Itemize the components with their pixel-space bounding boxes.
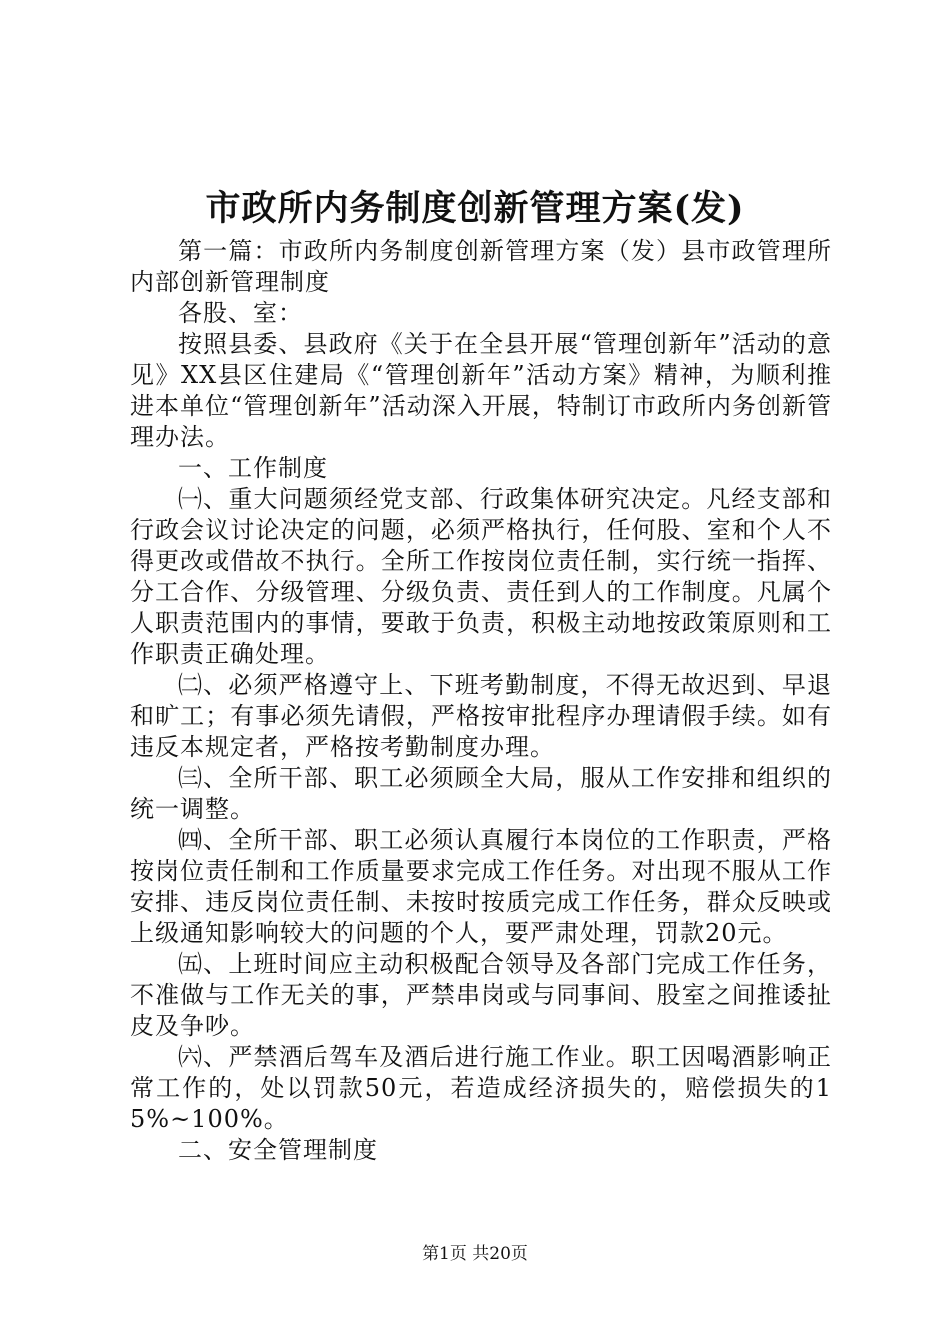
paragraph-heading-line: 第一篇：市政所内务制度创新管理方案（发）县市政管理所内部创新管理制度 (130, 237, 832, 296)
page-number-footer: 第1页 共20页 (422, 1244, 528, 1264)
paragraph-item-6: ㈥、严禁酒后驾车及酒后进行施工作业。职工因喝酒影响正常工作的，处以罚款50元，若造成经济损失的，赔偿损失的15%~100%。 (130, 1043, 832, 1133)
document-title: 市政所内务制度创新管理方案(发) (205, 188, 745, 229)
paragraph-intro: 按照县委、县政府《关于在全县开展“管理创新年”活动的意见》XX县区住建局《“管理创新年”活动方案》精神，为顺利推进本单位“管理创新年”活动深入开展，特制订市政所内务创新管理办法。 (130, 330, 832, 451)
section-heading-work-system: 一、工作制度 (178, 454, 328, 482)
paragraph-item-5: ㈤、上班时间应主动积极配合领导及各部门完成工作任务，不准做与工作无关的事，严禁串岗或与同事间、股室之间推诿扯皮及争吵。 (130, 950, 832, 1040)
paragraph-item-1: ㈠、重大问题须经党支部、行政集体研究决定。凡经支部和行政会议讨论决定的问题，必须严格执行，任何股、室和个人不得更改或借故不执行。全所工作按岗位责任制，实行统一指挥、分工合作、分级管理、分级负责、责任到人的工作制度。凡属个人职责范围内的事情，要敢于负责，积极主动地按政策原则和工作职责正确处理。 (130, 485, 832, 668)
paragraph-item-3: ㈢、全所干部、职工必须顾全大局，服从工作安排和组织的统一调整。 (130, 764, 832, 823)
section-heading-safety: 二、安全管理制度 (178, 1136, 378, 1164)
paragraph-item-4: ㈣、全所干部、职工必须认真履行本岗位的工作职责，严格按岗位责任制和工作质量要求完成工作任务。对出现不服从工作安排、违反岗位责任制、未按时按质完成工作任务，群众反映或上级通知影响较大的问题的个人，要严肃处理，罚款20元。 (130, 826, 832, 947)
document-body (130, 236, 832, 1166)
paragraph-item-2: ㈡、必须严格遵守上、下班考勤制度，不得无故迟到、早退和旷工；有事必须先请假，严格按审批程序办理请假手续。如有违反本规定者，严格按考勤制度办理。 (130, 671, 832, 761)
paragraph-salutation: 各股、室： (178, 299, 303, 327)
